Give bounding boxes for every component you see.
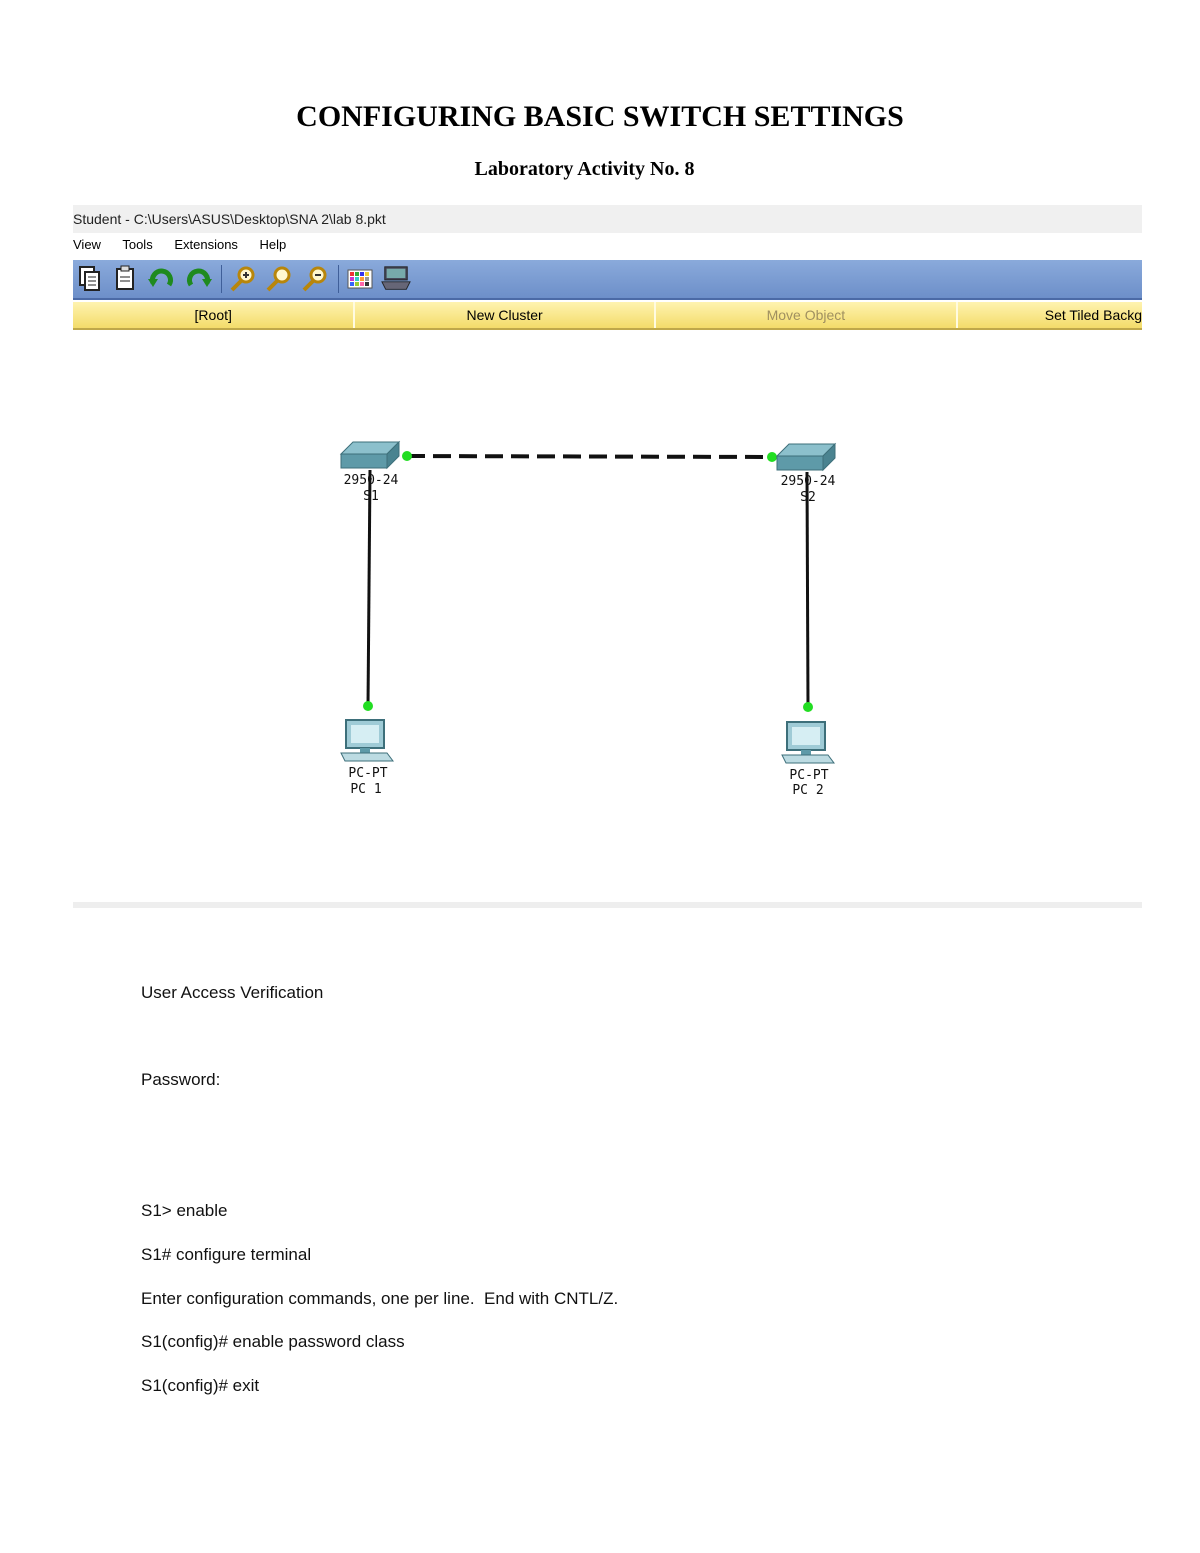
cli-line: Password: [141,1070,221,1089]
link-status-dot [767,452,777,462]
window-title: Student - C:\Users\ASUS\Desktop\SNA 2\lab 8.pkt [73,205,1142,233]
switch-s2-icon[interactable] [777,444,835,470]
device-icon[interactable] [381,264,411,294]
menu-tools[interactable]: Tools [122,237,153,252]
cli-line: Enter configuration commands, one per line. End with CNTL/Z. [141,1289,619,1308]
undo-icon[interactable] [147,264,177,294]
pc1-icon[interactable] [341,720,393,761]
link-s1-pc1[interactable] [368,470,370,706]
zoom-out-icon[interactable] [300,264,330,294]
zoom-reset-icon[interactable] [264,264,294,294]
switch-s1-icon[interactable] [341,442,399,468]
document-subtitle: Laboratory Activity No. 8 [474,158,695,180]
switch-s1-name-label: S1 [363,489,379,504]
copy-icon[interactable] [75,264,105,294]
pc2-model-label: PC-PT [789,768,829,783]
logical-workspace-bar [73,302,1142,330]
cli-line: S1(config)# enable password class [141,1332,405,1351]
packet-tracer-screenshot [73,205,1142,908]
menu-bar [73,233,1142,257]
menu-extensions[interactable]: Extensions [174,237,238,252]
link-s2-pc2[interactable] [807,472,808,707]
pc1-model-label: PC-PT [348,766,388,781]
menu-view[interactable]: View [73,237,101,252]
root-button[interactable]: [Root] [73,302,355,328]
link-status-dot [363,701,373,711]
move-object-button[interactable]: Move Object [656,302,958,328]
new-cluster-button[interactable]: New Cluster [355,302,655,328]
cli-line: S1> enable [141,1201,228,1220]
cli-line: User Access Verification [141,983,324,1002]
link-status-dot [803,702,813,712]
switch-s2-model-label: 2950-24 [780,474,836,489]
switch-s1-model-label: 2950-24 [343,473,399,488]
link-s1-s2[interactable] [407,456,772,457]
pc2-icon[interactable] [782,722,834,763]
logical-workspace[interactable] [73,330,1142,902]
cli-line: S1(config)# exit [141,1376,260,1395]
toolbar-separator [221,265,222,293]
pc2-name-label: PC 2 [792,783,824,798]
toolbar-separator [338,265,339,293]
paste-icon[interactable] [111,264,141,294]
redo-icon[interactable] [183,264,213,294]
set-tiled-background-button[interactable]: Set Tiled Backg [1044,307,1142,323]
cli-line: S1# configure terminal [141,1245,312,1264]
document-title: CONFIGURING BASIC SWITCH SETTINGS [296,100,904,133]
switch-s2-name-label: S2 [800,490,816,505]
link-status-dot [402,451,412,461]
zoom-in-icon[interactable] [228,264,258,294]
palette-icon[interactable] [345,264,375,294]
workspace-horizontal-scrollbar[interactable] [73,902,1142,908]
main-toolbar [73,260,1142,300]
menu-help[interactable]: Help [259,237,287,252]
pc1-name-label: PC 1 [350,782,382,797]
